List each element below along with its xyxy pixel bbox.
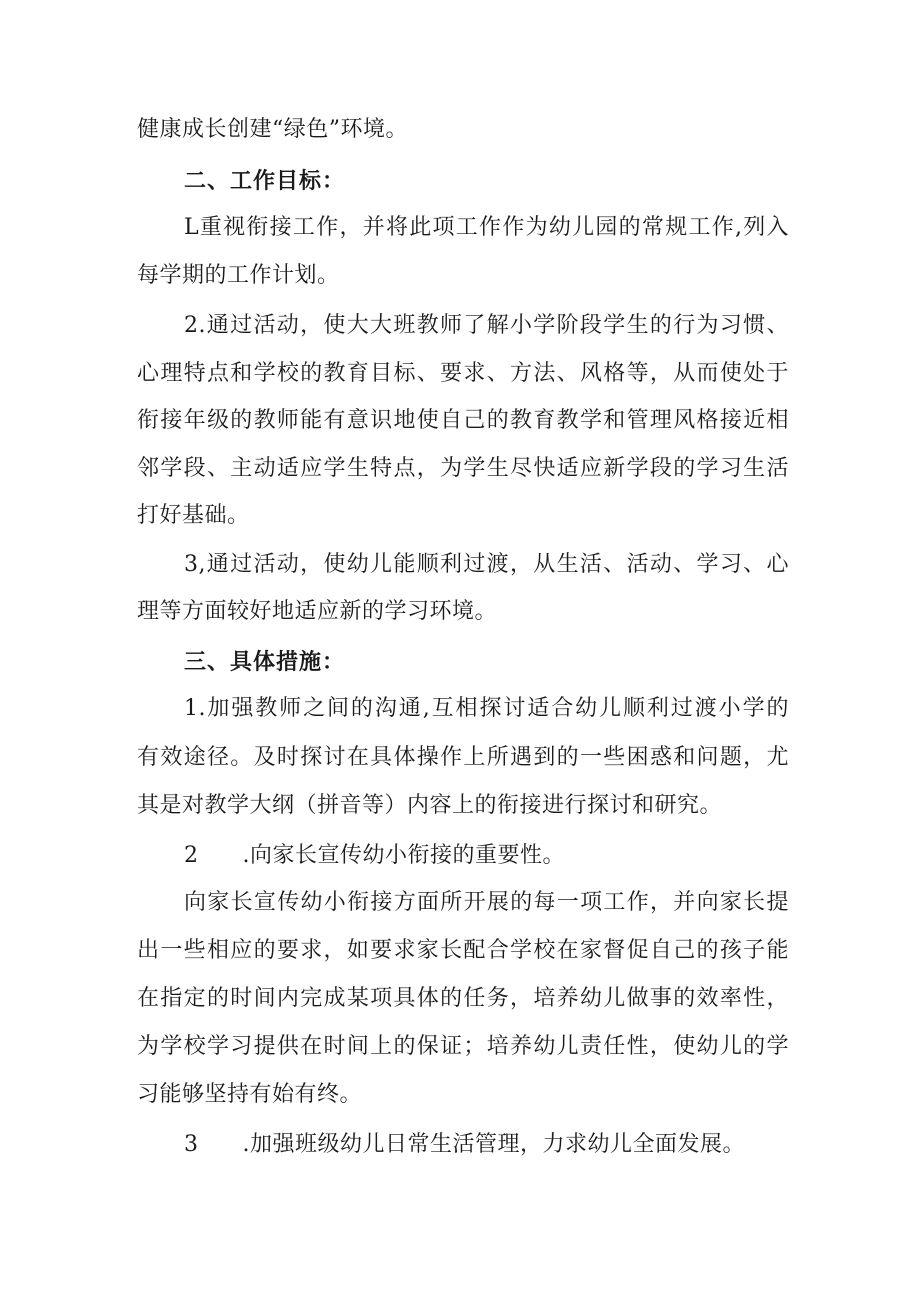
measure-2-detail-line: 在指定的时间内完成某项具体的任务，培养幼儿做事的效率性， bbox=[137, 986, 789, 1011]
measure-3-number: 3 bbox=[184, 1132, 199, 1157]
measure-3-title: .加强班级幼儿日常生活管理，力求幼儿全面发展。 bbox=[242, 1132, 745, 1157]
paragraph-line: 健康成长创建“绿色”环境。 bbox=[137, 117, 408, 142]
measure-1-line: 1.加强教师之间的沟通,互相探讨适合幼儿顺利过渡小学的 bbox=[184, 696, 789, 721]
measure-2-detail-line: 为学校学习提供在时间上的保证；培养幼儿责任性，使幼儿的学 bbox=[137, 1034, 789, 1059]
goal-2-line: 打好基础。 bbox=[137, 503, 250, 528]
measure-3-heading bbox=[184, 1130, 789, 1160]
measure-1-line: 有效途径。及时探讨在具体操作上所遇到的一些困惑和问题，尤 bbox=[137, 745, 789, 770]
measure-1-line: 其是对教学大纲（拼音等）内容上的衔接进行探讨和研究。 bbox=[137, 793, 723, 818]
goal-3-line: 3,通过活动，使幼儿能顺利过渡，从生活、活动、学习、心 bbox=[184, 552, 789, 577]
measure-2-number: 2 bbox=[184, 843, 199, 868]
goal-3-line: 理等方面较好地适应新的学习环境。 bbox=[137, 599, 498, 624]
section-heading-measures: 三、具体措施： bbox=[184, 650, 346, 675]
goal-2-line: 2.通过活动，使大大班教师了解小学阶段学生的行为习惯、 bbox=[184, 313, 789, 338]
measure-2-title: .向家长宣传幼小衔接的重要性。 bbox=[242, 843, 565, 868]
section-heading-goals: 二、工作目标： bbox=[184, 169, 346, 194]
measure-2-detail-line: 向家长宣传幼小衔接方面所开展的每一项工作，并向家长提 bbox=[184, 890, 789, 915]
goal-1-line: 每学期的工作计划。 bbox=[137, 263, 340, 288]
measure-2-heading bbox=[184, 841, 789, 871]
measure-2-detail-line: 习能够坚持有始有终。 bbox=[137, 1082, 363, 1107]
goal-2-line: 衔接年级的教师能有意识地使自己的教育教学和管理风格接近相 bbox=[137, 408, 789, 433]
measure-2-detail-line: 出一些相应的要求，如要求家长配合学校在家督促自己的孩子能 bbox=[137, 938, 789, 963]
goal-2-line: 邻学段、主动适应学生特点，为学生尽快适应新学段的学习生活 bbox=[137, 456, 789, 481]
goal-1-line: L重视衔接工作，并将此项工作作为幼儿园的常规工作,列入 bbox=[184, 215, 789, 240]
goal-2-line: 心理特点和学校的教育目标、要求、方法、风格等，从而使处于 bbox=[137, 361, 789, 386]
